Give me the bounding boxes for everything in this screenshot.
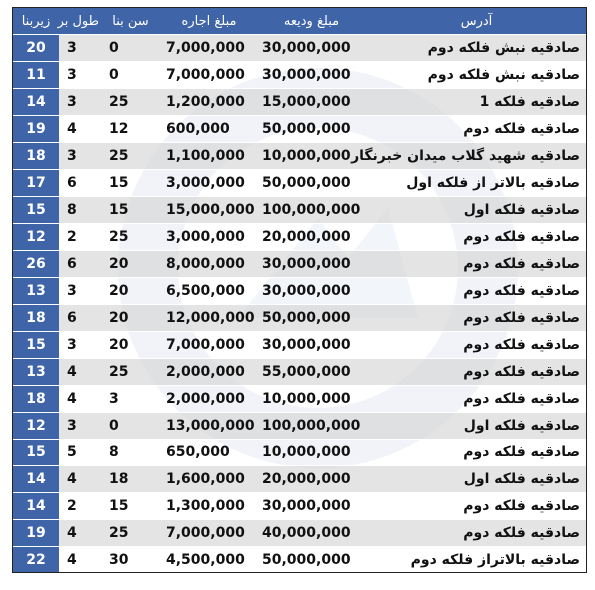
cell-deposit: 10,000,000	[256, 143, 367, 170]
cell-frontage-length: 8	[59, 197, 99, 224]
cell-address: صادقیه فلکه دوم	[367, 224, 586, 251]
cell-frontage-length: 3	[59, 331, 99, 358]
cell-rent: 3,000,000	[162, 170, 256, 197]
cell-building-age: 3	[99, 385, 162, 412]
cell-floor-area: 12	[13, 412, 59, 439]
table-row	[13, 277, 586, 304]
cell-building-age: 15	[99, 197, 162, 224]
cell-building-age: 25	[99, 89, 162, 116]
cell-frontage-length: 4	[59, 466, 99, 493]
cell-deposit: 100,000,000	[256, 412, 367, 439]
cell-frontage-length: 4	[59, 358, 99, 385]
cell-rent: 15,000,000	[162, 197, 256, 224]
cell-frontage-length: 6	[59, 250, 99, 277]
cell-deposit: 10,000,000	[256, 385, 367, 412]
cell-rent: 650,000	[162, 439, 256, 466]
table-row	[13, 62, 586, 89]
cell-building-age: 8	[99, 439, 162, 466]
cell-deposit: 20,000,000	[256, 224, 367, 251]
cell-rent: 1,100,000	[162, 143, 256, 170]
cell-floor-area: 15	[13, 439, 59, 466]
header-floor-area: زیربنا	[13, 8, 59, 35]
cell-address: صادقیه فلکه دوم	[367, 439, 586, 466]
cell-deposit: 30,000,000	[256, 277, 367, 304]
cell-rent: 1,300,000	[162, 493, 256, 520]
cell-floor-area: 18	[13, 143, 59, 170]
cell-address: صادقیه فلکه دوم	[367, 331, 586, 358]
table-row	[13, 412, 586, 439]
cell-floor-area: 22	[13, 547, 59, 573]
cell-address: صادقیه نبش فلکه دوم	[367, 35, 586, 62]
cell-deposit: 50,000,000	[256, 170, 367, 197]
table-header-row	[13, 8, 586, 35]
table-row	[13, 520, 586, 547]
cell-rent: 6,500,000	[162, 277, 256, 304]
cell-building-age: 30	[99, 547, 162, 573]
cell-building-age: 15	[99, 493, 162, 520]
table-row	[13, 224, 586, 251]
cell-deposit: 55,000,000	[256, 358, 367, 385]
cell-frontage-length: 3	[59, 35, 99, 62]
cell-floor-area: 17	[13, 170, 59, 197]
cell-building-age: 25	[99, 143, 162, 170]
cell-address: صادقیه فلکه دوم	[367, 493, 586, 520]
header-address: آدرس	[367, 8, 586, 35]
cell-floor-area: 19	[13, 520, 59, 547]
cell-rent: 2,000,000	[162, 358, 256, 385]
cell-floor-area: 18	[13, 385, 59, 412]
table-row	[13, 547, 586, 573]
cell-rent: 8,000,000	[162, 250, 256, 277]
cell-floor-area: 14	[13, 493, 59, 520]
cell-rent: 12,000,000	[162, 304, 256, 331]
cell-frontage-length: 4	[59, 116, 99, 143]
cell-rent: 7,000,000	[162, 520, 256, 547]
cell-rent: 1,200,000	[162, 89, 256, 116]
cell-frontage-length: 3	[59, 412, 99, 439]
cell-building-age: 0	[99, 62, 162, 89]
table-row	[13, 358, 586, 385]
cell-building-age: 20	[99, 277, 162, 304]
table-body	[13, 35, 586, 573]
cell-address: صادقیه فلکه اول	[367, 412, 586, 439]
cell-deposit: 10,000,000	[256, 439, 367, 466]
cell-address: صادقیه فلکه دوم	[367, 520, 586, 547]
cell-deposit: 30,000,000	[256, 493, 367, 520]
cell-deposit: 40,000,000	[256, 520, 367, 547]
table-row	[13, 493, 586, 520]
cell-floor-area: 13	[13, 358, 59, 385]
cell-address: صادقیه بالاتراز فلکه دوم	[367, 547, 586, 573]
cell-floor-area: 18	[13, 304, 59, 331]
table-row	[13, 35, 586, 62]
table-row	[13, 304, 586, 331]
cell-building-age: 25	[99, 224, 162, 251]
cell-building-age: 0	[99, 412, 162, 439]
table-row	[13, 170, 586, 197]
cell-frontage-length: 4	[59, 385, 99, 412]
cell-floor-area: 15	[13, 197, 59, 224]
cell-frontage-length: 5	[59, 439, 99, 466]
cell-frontage-length: 2	[59, 493, 99, 520]
cell-rent: 1,600,000	[162, 466, 256, 493]
cell-rent: 600,000	[162, 116, 256, 143]
cell-floor-area: 15	[13, 331, 59, 358]
cell-deposit: 30,000,000	[256, 250, 367, 277]
cell-address: صادقیه فلکه اول	[367, 197, 586, 224]
cell-frontage-length: 6	[59, 304, 99, 331]
cell-floor-area: 11	[13, 62, 59, 89]
cell-rent: 7,000,000	[162, 331, 256, 358]
cell-building-age: 25	[99, 358, 162, 385]
cell-building-age: 20	[99, 304, 162, 331]
cell-floor-area: 13	[13, 277, 59, 304]
cell-deposit: 50,000,000	[256, 116, 367, 143]
cell-frontage-length: 4	[59, 547, 99, 573]
cell-floor-area: 26	[13, 250, 59, 277]
cell-rent: 2,000,000	[162, 385, 256, 412]
cell-address: صادقیه فلکه اول	[367, 466, 586, 493]
cell-frontage-length: 4	[59, 520, 99, 547]
rental-listings-table	[13, 8, 586, 573]
cell-building-age: 12	[99, 116, 162, 143]
cell-deposit: 20,000,000	[256, 466, 367, 493]
cell-floor-area: 14	[13, 466, 59, 493]
cell-floor-area: 14	[13, 89, 59, 116]
table-row	[13, 250, 586, 277]
cell-deposit: 30,000,000	[256, 331, 367, 358]
cell-frontage-length: 3	[59, 277, 99, 304]
cell-address: صادقیه فلکه دوم	[367, 250, 586, 277]
cell-building-age: 15	[99, 170, 162, 197]
cell-address: صادقیه نبش فلکه دوم	[367, 62, 586, 89]
cell-address: صادقیه فلکه دوم	[367, 385, 586, 412]
cell-floor-area: 19	[13, 116, 59, 143]
cell-frontage-length: 3	[59, 62, 99, 89]
cell-deposit: 15,000,000	[256, 89, 367, 116]
cell-floor-area: 12	[13, 224, 59, 251]
cell-deposit: 50,000,000	[256, 304, 367, 331]
header-frontage-length: طول بر	[59, 8, 99, 35]
cell-deposit: 30,000,000	[256, 62, 367, 89]
cell-rent: 7,000,000	[162, 35, 256, 62]
cell-address: صادقیه فلکه دوم	[367, 277, 586, 304]
cell-frontage-length: 2	[59, 224, 99, 251]
cell-building-age: 20	[99, 331, 162, 358]
cell-address: صادقیه بالاتر از فلکه اول	[367, 170, 586, 197]
cell-address: صادقیه شهید گلاب میدان خبرنگار	[367, 143, 586, 170]
table-row	[13, 197, 586, 224]
cell-address: صادقیه فلکه 1	[367, 89, 586, 116]
header-rent: مبلغ اجاره	[162, 8, 256, 35]
cell-deposit: 30,000,000	[256, 35, 367, 62]
table-row	[13, 116, 586, 143]
cell-rent: 4,500,000	[162, 547, 256, 573]
table-row	[13, 331, 586, 358]
cell-address: صادقیه فلکه دوم	[367, 304, 586, 331]
cell-building-age: 20	[99, 250, 162, 277]
listing-table-frame	[12, 7, 587, 573]
cell-building-age: 18	[99, 466, 162, 493]
cell-frontage-length: 3	[59, 89, 99, 116]
table-row	[13, 143, 586, 170]
cell-rent: 7,000,000	[162, 62, 256, 89]
cell-address: صادقیه فلکه دوم	[367, 116, 586, 143]
cell-building-age: 25	[99, 520, 162, 547]
table-row	[13, 439, 586, 466]
cell-frontage-length: 6	[59, 170, 99, 197]
cell-floor-area: 20	[13, 35, 59, 62]
table-row	[13, 466, 586, 493]
cell-address: صادقیه فلکه دوم	[367, 358, 586, 385]
header-deposit: مبلغ ودیعه	[256, 8, 367, 35]
cell-building-age: 0	[99, 35, 162, 62]
header-building-age: سن بنا	[99, 8, 162, 35]
table-row	[13, 89, 586, 116]
cell-rent: 3,000,000	[162, 224, 256, 251]
cell-frontage-length: 3	[59, 143, 99, 170]
table-row	[13, 385, 586, 412]
cell-rent: 13,000,000	[162, 412, 256, 439]
cell-deposit: 50,000,000	[256, 547, 367, 573]
cell-deposit: 100,000,000	[256, 197, 367, 224]
